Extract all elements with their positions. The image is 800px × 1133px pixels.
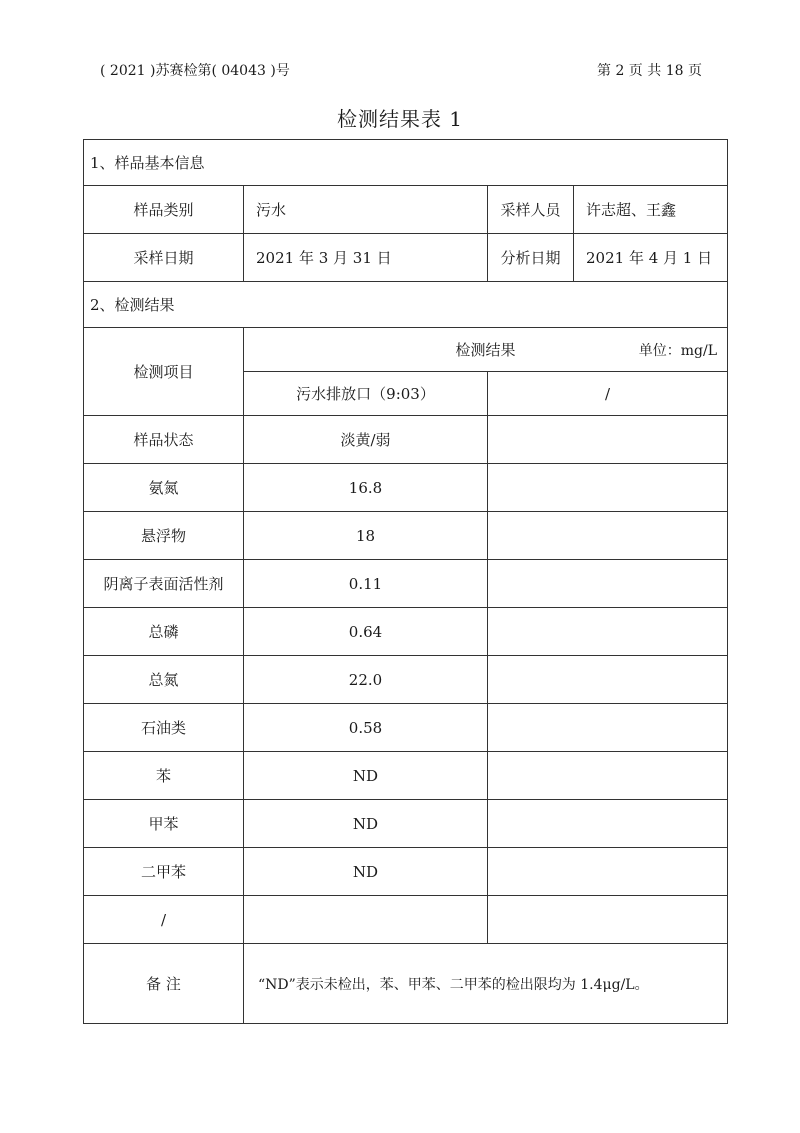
result-header: 检测结果 bbox=[455, 341, 516, 359]
item-cell: 总氮 bbox=[84, 656, 244, 704]
analysis-date-label: 分析日期 bbox=[488, 234, 574, 282]
table-row bbox=[84, 512, 728, 560]
column-header-2: / bbox=[488, 372, 728, 416]
section-results-title: 2、检测结果 bbox=[84, 282, 728, 328]
results-table bbox=[83, 139, 728, 1024]
sampling-date-value: 2021 年 3 月 31 日 bbox=[244, 234, 488, 282]
item-header: 检测项目 bbox=[84, 328, 244, 416]
value-cell-2 bbox=[488, 848, 728, 896]
value-cell-2 bbox=[488, 464, 728, 512]
result-header-cell bbox=[244, 328, 728, 372]
info-row-2 bbox=[84, 234, 728, 282]
value-cell-2 bbox=[488, 416, 728, 464]
sampling-date-label: 采样日期 bbox=[84, 234, 244, 282]
analysis-date-value: 2021 年 4 月 1 日 bbox=[574, 234, 728, 282]
results-header-row bbox=[84, 328, 728, 372]
item-cell: 样品状态 bbox=[84, 416, 244, 464]
table-row bbox=[84, 896, 728, 944]
column-header-1: 污水排放口（9:03） bbox=[244, 372, 488, 416]
info-row-1 bbox=[84, 186, 728, 234]
table-row bbox=[84, 608, 728, 656]
item-cell: 苯 bbox=[84, 752, 244, 800]
item-cell: 氨氮 bbox=[84, 464, 244, 512]
report-number: ( 2021 )苏赛检第( 04043 )号 bbox=[100, 63, 290, 79]
table-row bbox=[84, 848, 728, 896]
item-cell: 阴离子表面活性剂 bbox=[84, 560, 244, 608]
value-cell-2 bbox=[488, 752, 728, 800]
sample-type-label: 样品类别 bbox=[84, 186, 244, 234]
value-cell: ND bbox=[244, 848, 488, 896]
item-cell: 石油类 bbox=[84, 704, 244, 752]
page-info: 第 2 页 共 18 页 bbox=[597, 63, 702, 79]
value-cell: 22.0 bbox=[244, 656, 488, 704]
table-row bbox=[84, 800, 728, 848]
section-basic-info-row bbox=[84, 140, 728, 186]
table-row bbox=[84, 416, 728, 464]
value-cell-2 bbox=[488, 656, 728, 704]
page-title: 检测结果表 1 bbox=[336, 107, 464, 131]
value-cell: ND bbox=[244, 752, 488, 800]
value-cell: 0.11 bbox=[244, 560, 488, 608]
item-cell: 悬浮物 bbox=[84, 512, 244, 560]
unit-label: 单位：mg/L bbox=[638, 342, 718, 359]
sample-type-value: 污水 bbox=[244, 186, 488, 234]
note-row bbox=[84, 944, 728, 1024]
value-cell: 18 bbox=[244, 512, 488, 560]
value-cell-2 bbox=[488, 608, 728, 656]
sampler-value: 许志超、王鑫 bbox=[574, 186, 728, 234]
value-cell: 16.8 bbox=[244, 464, 488, 512]
value-cell-2 bbox=[488, 704, 728, 752]
value-cell: 0.58 bbox=[244, 704, 488, 752]
note-label: 备 注 bbox=[84, 944, 244, 1024]
value-cell-2 bbox=[488, 896, 728, 944]
value-cell bbox=[244, 896, 488, 944]
table-row bbox=[84, 656, 728, 704]
value-cell: 淡黄/弱 bbox=[244, 416, 488, 464]
table-row bbox=[84, 704, 728, 752]
item-cell: 甲苯 bbox=[84, 800, 244, 848]
table-row bbox=[84, 752, 728, 800]
item-cell: 总磷 bbox=[84, 608, 244, 656]
value-cell-2 bbox=[488, 512, 728, 560]
section-results-row bbox=[84, 282, 728, 328]
sampler-label: 采样人员 bbox=[488, 186, 574, 234]
table-row bbox=[84, 464, 728, 512]
item-cell: / bbox=[84, 896, 244, 944]
table-row bbox=[84, 560, 728, 608]
value-cell: ND bbox=[244, 800, 488, 848]
value-cell-2 bbox=[488, 560, 728, 608]
note-text: “ND”表示未检出，苯、甲苯、二甲苯的检出限均为 1.4μg/L。 bbox=[244, 944, 728, 1024]
item-cell: 二甲苯 bbox=[84, 848, 244, 896]
value-cell-2 bbox=[488, 800, 728, 848]
section-basic-info-title: 1、样品基本信息 bbox=[84, 140, 728, 186]
value-cell: 0.64 bbox=[244, 608, 488, 656]
